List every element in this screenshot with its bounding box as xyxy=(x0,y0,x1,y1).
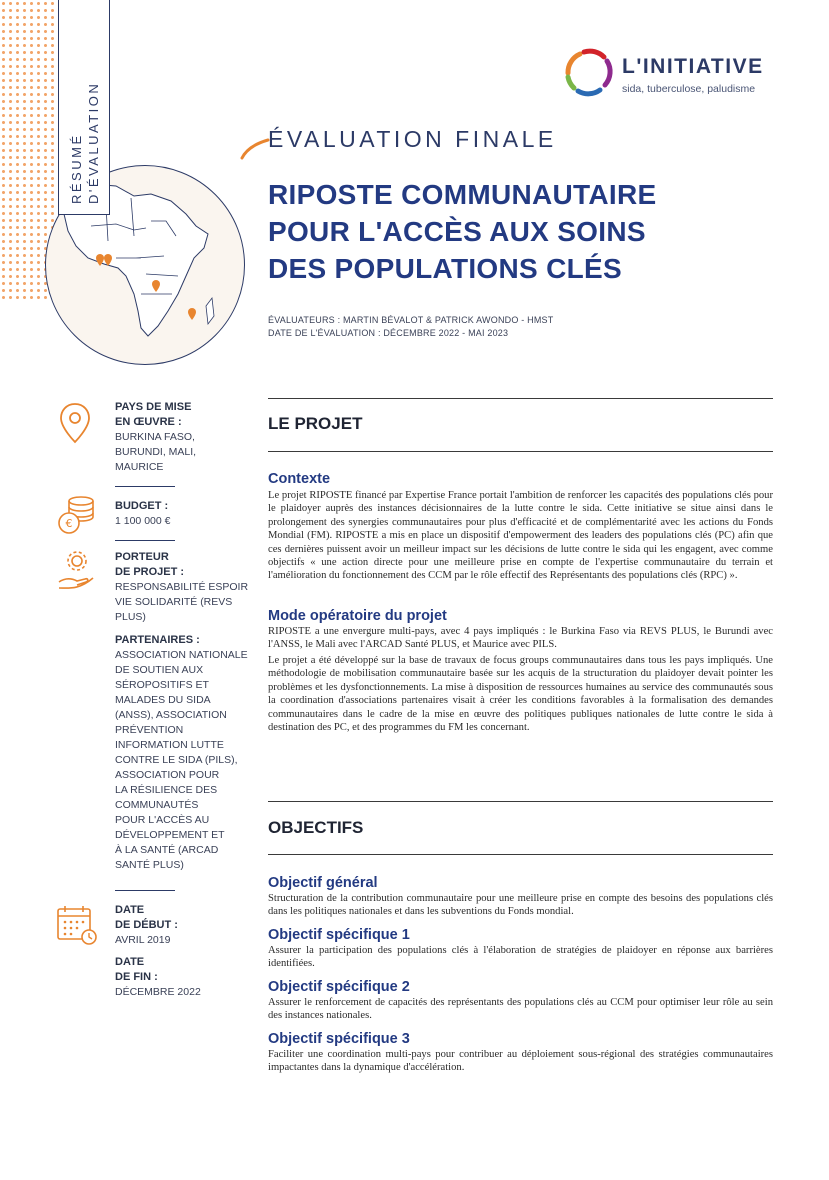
info-partenaires xyxy=(115,633,255,873)
objectif-text: Faciliter une coordination multi-pays pour contribuer au déploiement sous-régional des stratégies communautaires impactantes dans la dynamique d'accélération. xyxy=(268,1049,773,1074)
porteur-value: RESPONSABILITÉ ESPOIR xyxy=(115,581,249,593)
partenaires-value: COMMUNAUTÉS xyxy=(115,799,199,811)
budget-value: 1 100 000 € xyxy=(115,515,171,527)
evaluation-date: DATE DE L'ÉVALUATION : DÉCEMBRE 2022 - MAI 2023 xyxy=(268,328,509,338)
objectif-title: Objectif spécifique 1 xyxy=(268,927,410,943)
pays-value: BURUNDI, MALI, xyxy=(115,446,197,458)
objectif-title: Objectif spécifique 2 xyxy=(268,979,410,995)
gear-hand-icon xyxy=(55,548,99,592)
debut-value: AVRIL 2019 xyxy=(115,934,171,946)
partenaires-value: À LA SANTÉ (ARCAD xyxy=(115,844,219,856)
partenaires-value: POUR L'ACCÈS AU xyxy=(115,814,210,826)
debut-label: DATE xyxy=(115,904,145,916)
side-label-line1: RÉSUMÉ xyxy=(69,133,84,204)
partenaires-value: SÉROPOSITIFS ET xyxy=(115,679,209,691)
mode-paragraph-1: RIPOSTE a une envergure multi-pays, avec 4 pays impliqués : le Burkina Faso via REVS PLUS, le Burundi avec l'ANSS, le Mali avec l'ARCAD Santé PLUS, et Maurice avec PILS. xyxy=(268,626,773,651)
fin-label: DE FIN : xyxy=(115,971,158,983)
porteur-value: VIE SOLIDARITÉ (REVS xyxy=(115,596,233,608)
info-porteur xyxy=(115,550,255,625)
partenaires-value: PRÉVENTION xyxy=(115,724,184,736)
pays-label: EN ŒUVRE : xyxy=(115,416,182,428)
pays-value: MAURICE xyxy=(115,461,164,473)
partenaires-value: ASSOCIATION POUR xyxy=(115,769,220,781)
section-rule xyxy=(268,801,773,802)
pays-label: PAYS DE MISE xyxy=(115,401,192,413)
partenaires-value: MALADES DU SIDA xyxy=(115,694,211,706)
partenaires-value: (ANSS), ASSOCIATION xyxy=(115,709,227,721)
initiative-logo-icon xyxy=(560,45,616,101)
section-rule xyxy=(268,451,773,452)
debut-label: DE DÉBUT : xyxy=(115,919,178,931)
coins-euro-icon xyxy=(55,493,99,537)
swoosh-decoration xyxy=(240,138,270,160)
info-pays xyxy=(115,400,255,475)
section-rule xyxy=(268,854,773,855)
side-label-line2: D'ÉVALUATION xyxy=(86,81,101,204)
partenaires-value: CONTRE LE SIDA (PILS), xyxy=(115,754,238,766)
porteur-value: PLUS) xyxy=(115,611,146,623)
title-line: DES POPULATIONS CLÉS xyxy=(268,253,622,284)
mode-paragraph-2: Le projet a été développé sur la base de travaux de focus groups communautaires dans tous les pays impliqués. Une méthodologie de mobilisation communautaire basée sur les acquis de la structuration du plaidoyer devait pointer les problèmes et les dysfonctionnements. La mise à disposition de ressources humaines au service des communautés sous la coordination d'associations partenaires visait à créer les conditions favorables à la formalisation des demandes communautaires dans le cadre de la mise en œuvre des politiques publiques nationales de lutte contre le sida à destination des PC, et des programmes du FM les concernant. xyxy=(268,655,773,734)
objectif-text: Assurer la participation des populations clés à l'élaboration de stratégies de plaidoyer en réponse aux barrières identifiées. xyxy=(268,945,773,970)
fin-value: DÉCEMBRE 2022 xyxy=(115,986,201,998)
fin-label: DATE xyxy=(115,956,145,968)
title-line: POUR L'ACCÈS AUX SOINS xyxy=(268,216,646,247)
info-date-debut xyxy=(115,903,255,948)
location-pin-icon xyxy=(55,400,95,448)
divider xyxy=(115,890,175,891)
partenaires-value: ASSOCIATION NATIONALE xyxy=(115,649,248,661)
section-rule xyxy=(268,398,773,399)
document-kicker: ÉVALUATION FINALE xyxy=(268,126,557,152)
initiative-logo xyxy=(560,45,790,105)
objectif-title: Objectif spécifique 3 xyxy=(268,1031,410,1047)
evaluation-meta xyxy=(268,314,553,340)
title-line: RIPOSTE COMMUNAUTAIRE xyxy=(268,179,657,210)
logo-name: L'INITIATIVE xyxy=(622,55,764,78)
section-heading-projet: LE PROJET xyxy=(268,414,363,433)
partenaires-label: PARTENAIRES : xyxy=(115,634,200,646)
logo-tagline: sida, tuberculose, paludisme xyxy=(622,83,756,95)
porteur-label: DE PROJET : xyxy=(115,566,185,578)
info-date-fin xyxy=(115,955,255,1000)
divider xyxy=(115,486,175,487)
evaluators: ÉVALUATEURS : MARTIN BÉVALOT & PATRICK AWONDO - HMST xyxy=(268,315,554,325)
calendar-icon xyxy=(55,903,99,947)
document-title xyxy=(268,176,788,287)
partenaires-value: LA RÉSILIENCE DES xyxy=(115,784,218,796)
partenaires-value: DE SOUTIEN AUX xyxy=(115,664,204,676)
objectif-title: Objectif général xyxy=(268,875,378,891)
objectif-text: Assurer le renforcement de capacités des représentants des populations clés au CCM pour optimiser leur rôle au sein des instances nationales. xyxy=(268,997,773,1022)
mode-heading: Mode opératoire du projet xyxy=(268,608,447,624)
partenaires-value: INFORMATION LUTTE xyxy=(115,739,224,751)
svg-text:€: € xyxy=(65,517,73,530)
pays-value: BURKINA FASO, xyxy=(115,431,195,443)
objectif-text: Structuration de la contribution communautaire pour une meilleure prise en compte des besoins des populations clés dans les politiques nationales et dans les subventions du Fonds mondial. xyxy=(268,893,773,918)
info-budget xyxy=(115,499,255,529)
partenaires-value: SANTÉ PLUS) xyxy=(115,859,184,871)
divider xyxy=(115,540,175,541)
contexte-heading: Contexte xyxy=(268,471,331,487)
partenaires-value: DÉVELOPPEMENT ET xyxy=(115,829,225,841)
section-heading-objectifs: OBJECTIFS xyxy=(268,818,364,837)
porteur-label: PORTEUR xyxy=(115,551,169,563)
contexte-paragraph: Le projet RIPOSTE financé par Expertise France portait l'ambition de renforcer les capacités des populations clés pour le plaidoyer auprès des instances décisionnaires de la lutte contre le sida. Cette initiative se situe ainsi dans le prolongement des synergies communautaires pour plus d'efficacité et de complémentarité avec les actions du Fonds Mondial (FM). RIPOSTE a mis en place un dispositif d'empowerment des leaders des populations clés (PC) afin que ces dernières puissent avoir un meilleur impact sur les décisions de lutte contre le sida qui les engagent, avec comme objectifs « une action directe pour une meilleure prise en compte de l'expertise communautaire du terrain et l'amélioration du fonctionnement des CCM par le rôle effectif des Représentants des populations clés (RPC) ». xyxy=(268,490,773,582)
budget-label: BUDGET : xyxy=(115,500,169,512)
